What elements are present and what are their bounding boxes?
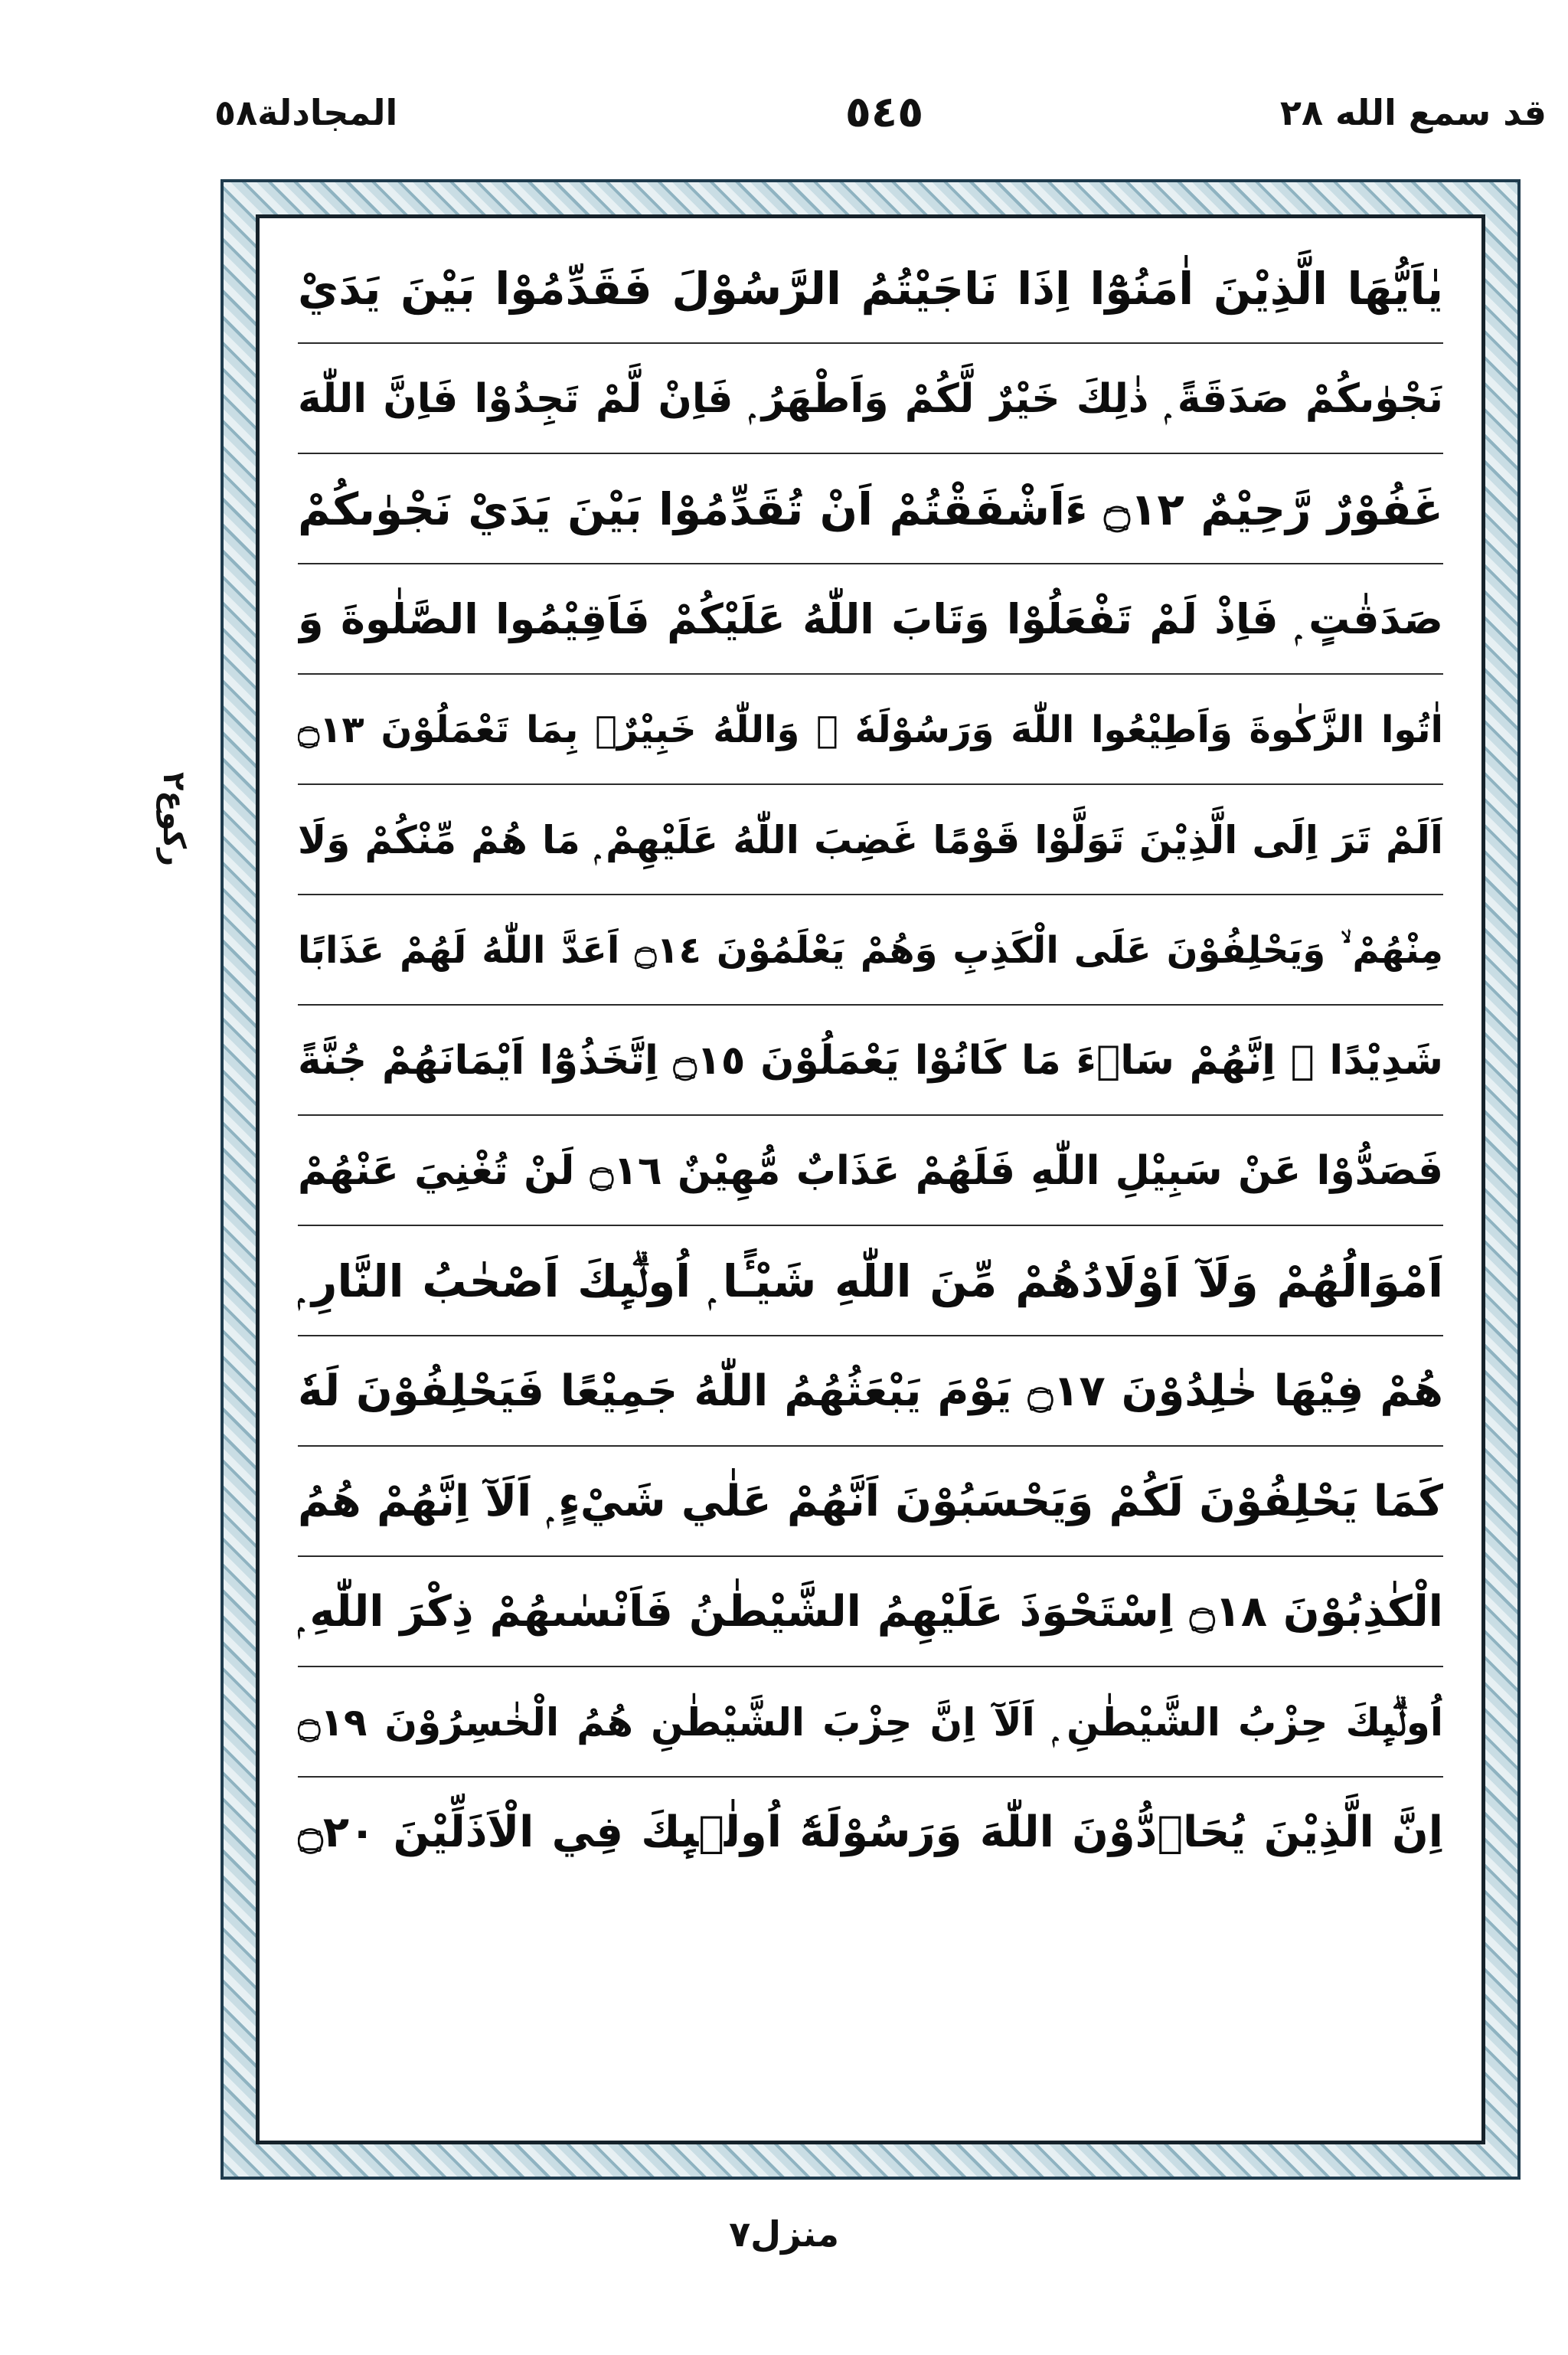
verse-line-11: هُمْ فِيْهَا خٰلِدُوْنَ ۝١٧ يَوْمَ يَبْعَثُهُمُ اللّٰهُ جَمِيْعًا فَيَحْلِفُوْنَ لَهٗ <box>298 1336 1443 1447</box>
verse-line-8: شَدِيْدًا ۭ اِنَّهُمْ سَاۗءَ مَا كَانُوْا يَعْمَلُوْنَ ۝١٥ اِتَّخَذُوْٓا اَيْمَانَهُمْ جُنَّةً <box>298 1006 1443 1116</box>
verse-line-10: اَمْوَالُهُمْ وَلَآ اَوْلَادُهُمْ مِّنَ اللّٰهِ شَيْـًٔا ۭ اُولٰۗىِٕكَ اَصْحٰبُ النَّارِ ۭ <box>298 1226 1443 1336</box>
verse-line-6: اَلَمْ تَرَ اِلَى الَّذِيْنَ تَوَلَّوْا قَوْمًا غَضِبَ اللّٰهُ عَلَيْهِمْ ۭ مَا هُمْ مِّنْكُمْ وَلَا <box>298 785 1443 895</box>
verse-line-14: اُولٰۗىِٕكَ حِزْبُ الشَّيْطٰنِ ۭ اَلَآ اِنَّ حِزْبَ الشَّيْطٰنِ هُمُ الْخٰسِرُوْنَ ۝١٩ <box>298 1667 1443 1778</box>
verse-line-3: غَفُوْرٌ رَّحِيْمٌ ۝١٢ ءَاَشْفَقْتُمْ اَنْ تُقَدِّمُوْا بَيْنَ يَدَيْ نَجْوٰىكُمْ <box>298 454 1443 564</box>
page-number: ٥٤٥ <box>844 87 924 137</box>
juz-name: قد سمع الله ٢٨ <box>1279 92 1547 133</box>
verse-line-5: اٰتُوا الزَّكٰوةَ وَاَطِيْعُوا اللّٰهَ وَرَسُوْلَهٗ ۭ وَاللّٰهُ خَبِيْرٌۢ بِمَا تَعْمَلُوْنَ ۝١٣ <box>298 675 1443 785</box>
verse-line-7: مِنْهُمْ ۙ وَيَحْلِفُوْنَ عَلَى الْكَذِبِ وَهُمْ يَعْلَمُوْنَ ۝١٤ اَعَدَّ اللّٰهُ لَهُمْ عَذَابًا <box>298 895 1443 1006</box>
verse-line-15: اِنَّ الَّذِيْنَ يُحَاۗدُّوْنَ اللّٰهَ وَرَسُوْلَهٗٓ اُولٰۗىِٕكَ فِي الْاَذَلِّيْنَ ۝٢٠ <box>298 1807 1443 1857</box>
verse-lines <box>260 218 1481 2141</box>
verse-line-9: فَصَدُّوْا عَنْ سَبِيْلِ اللّٰهِ فَلَهُمْ عَذَابٌ مُّهِيْنٌ ۝١٦ لَنْ تُغْنِيَ عَنْهُمْ <box>298 1116 1443 1226</box>
text-panel <box>256 214 1485 2144</box>
verse-line-13: الْكٰذِبُوْنَ ۝١٨ اِسْتَحْوَذَ عَلَيْهِمُ الشَّيْطٰنُ فَاَنْسٰىهُمْ ذِكْرَ اللّٰهِ ۭ <box>298 1557 1443 1667</box>
verse-line-4: صَدَقٰتٍ ۭ فَاِذْ لَمْ تَفْعَلُوْا وَتَابَ اللّٰهُ عَلَيْكُمْ فَاَقِيْمُوا الصَّلٰوةَ وَ <box>298 564 1443 675</box>
verse-line-12: كَمَا يَحْلِفُوْنَ لَكُمْ وَيَحْسَبُوْنَ اَنَّهُمْ عَلٰي شَيْءٍ ۭ اَلَآ اِنَّهُمْ هُمُ <box>298 1447 1443 1557</box>
page-header <box>207 87 1562 176</box>
ruku-marker: ركوع٢ <box>156 772 191 867</box>
manzil-marker: منزل٧ <box>729 2213 839 2255</box>
verse-line-2: نَجْوٰىكُمْ صَدَقَةً ۭ ذٰلِكَ خَيْرٌ لَّكُمْ وَاَطْهَرُ ۭ فَاِنْ لَّمْ تَجِدُوْا فَاِنَّ اللّٰهَ <box>298 344 1443 454</box>
surah-name: المجادلة٥٨ <box>214 92 398 133</box>
decorative-border <box>220 179 1521 2180</box>
verse-line-1: يٰاَيُّهَا الَّذِيْنَ اٰمَنُوْٓا اِذَا نَاجَيْتُمُ الرَّسُوْلَ فَقَدِّمُوْا بَيْنَ يَدَيْ <box>298 234 1443 344</box>
